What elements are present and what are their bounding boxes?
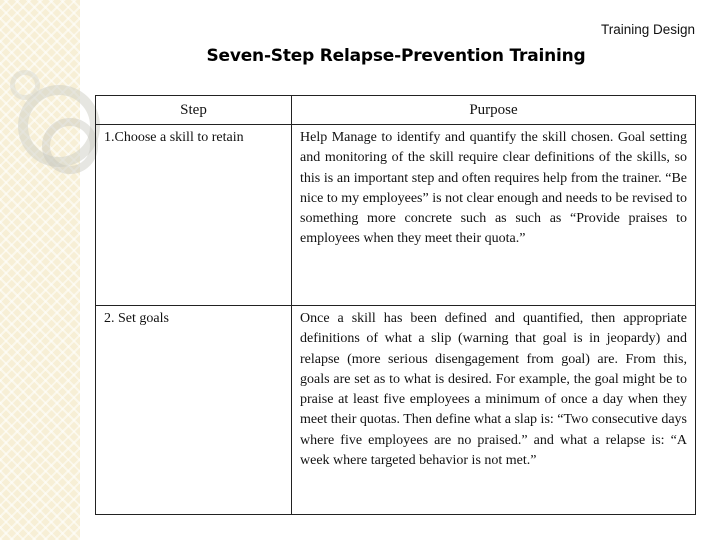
purpose-cell: Help Manage to identify and quantify the skill chosen. Goal setting and monitoring of the skill require clear definitions of the skills, so this is an important step and often requires help from the trainer. “Be nice to my employees” is not clear enough and needs to be revised to something more concrete such as such as “Provide praises to employees when they meet their quota.” (292, 125, 696, 306)
step-cell: 1.Choose a skill to retain (96, 125, 292, 306)
decorative-side-panel (0, 0, 80, 540)
section-label: Training Design (600, 22, 695, 37)
column-header-purpose: Purpose (292, 96, 696, 125)
table-header-row (96, 96, 696, 125)
page-title: Seven-Step Relapse-Prevention Training (206, 46, 586, 66)
decorative-ring (10, 70, 40, 100)
decorative-ring (42, 118, 98, 174)
step-cell: 2. Set goals (96, 306, 292, 515)
purpose-cell: Once a skill has been defined and quantified, then appropriate definitions of what a slip (warning that goal is in jeopardy) and relapse (more serious disengagement from goal) are. From this, goals are set as to what is desired. For example, the goal might be to praise at least five employees a minimum of once a day when they meet their quotas. Then define what a slap is: “Two consecutive days where five employees are no praised.” and what a relapse is: “A week where targeted behavior is not met.” (292, 306, 696, 515)
table-row (96, 306, 696, 515)
column-header-step: Step (96, 96, 292, 125)
relapse-prevention-table (95, 95, 696, 515)
table-row (96, 125, 696, 306)
